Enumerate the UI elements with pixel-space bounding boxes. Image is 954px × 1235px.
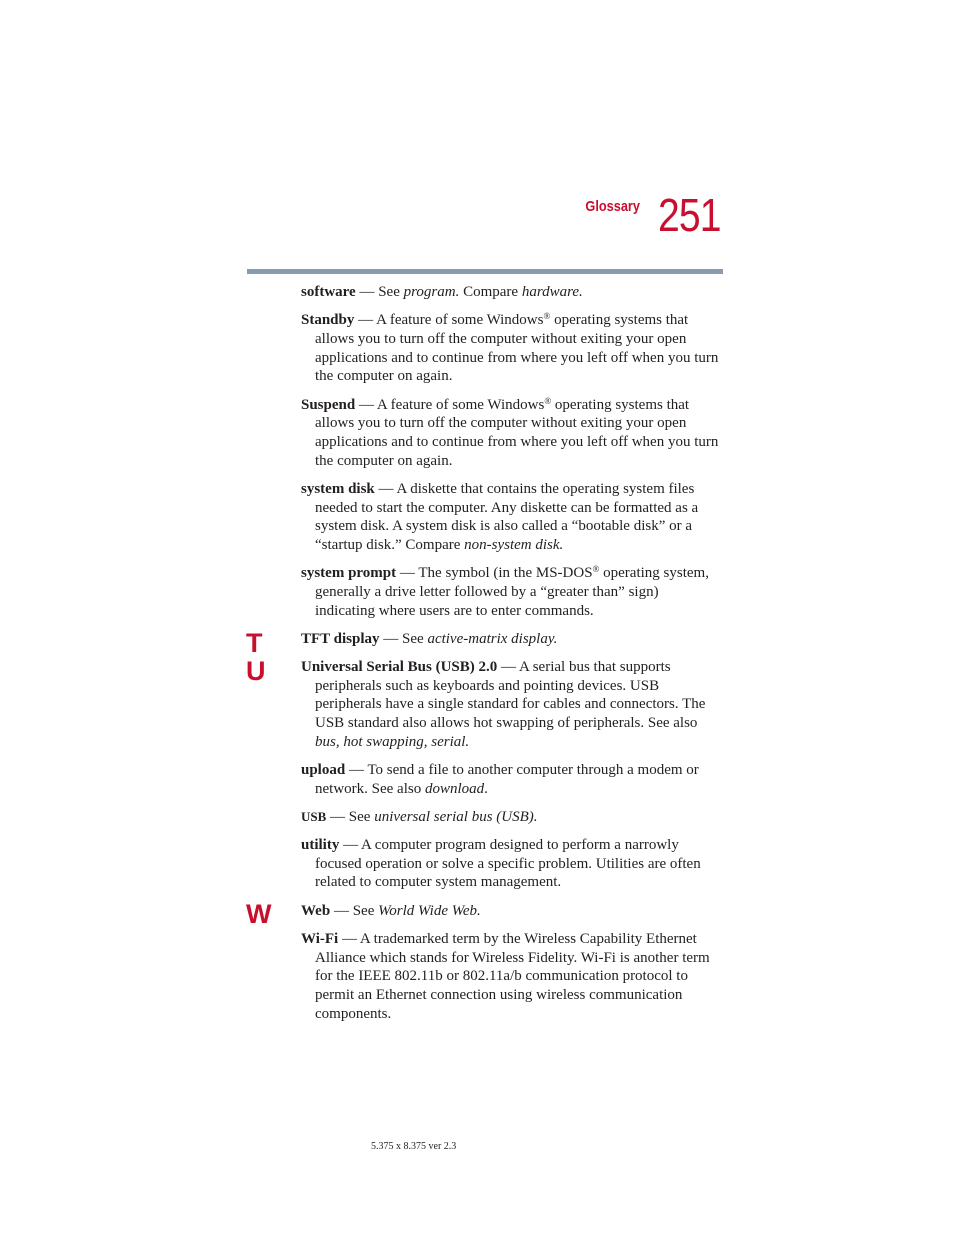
entry-reference: program. (403, 284, 460, 300)
glossary-entry-suspend (301, 396, 722, 471)
entry-definition: See (378, 284, 404, 300)
entry-separator: — (355, 284, 379, 300)
entry-reference: hardware. (521, 284, 583, 300)
entry-separator: — (396, 565, 419, 582)
entry-term: Web (301, 902, 331, 919)
entry-separator: — (379, 630, 403, 647)
entry-term: system prompt (301, 565, 397, 582)
entry-definition: . (484, 780, 488, 797)
glossary-entry-tft-display (301, 630, 722, 649)
section-title: Glossary (585, 198, 640, 215)
page-number: 251 (658, 189, 721, 241)
glossary-entry-standby (301, 311, 722, 386)
registered-mark: ® (592, 564, 600, 575)
entry-reference: universal serial bus (USB). (374, 808, 538, 825)
glossary-entry-usb (301, 808, 722, 827)
entry-term: Universal Serial Bus (USB) 2.0 (301, 658, 498, 675)
entry-separator: — (338, 930, 360, 947)
entry-reference: World Wide Web. (378, 902, 481, 919)
glossary-entry-utility (301, 836, 722, 892)
glossary-entry-web (301, 902, 722, 921)
entry-term: system disk (301, 480, 375, 497)
entry-definition: A computer program designed to perform a narrowly focused operation or solve a specific problem. Utilities are often related to computer system management. (315, 837, 701, 891)
print-spec-footer: 5.375 x 8.375 ver 2.3 (371, 1141, 457, 1152)
entry-definition: To send a file to another computer through a modem or network. See also (315, 761, 699, 797)
glossary-entry-system-disk (301, 480, 722, 555)
entry-separator: — (345, 761, 368, 778)
section-letter-u: U (246, 656, 266, 686)
entry-term: upload (301, 761, 346, 778)
glossary-entry-system-prompt (301, 564, 722, 620)
entry-definition: A feature of some Windows (376, 312, 544, 329)
entry-separator: — (374, 480, 397, 497)
entry-term: utility (301, 837, 340, 854)
entry-separator: — (326, 808, 349, 825)
entry-reference: bus, hot swapping, serial. (315, 733, 470, 750)
entry-definition: A diskette that contains the operating system files needed to start the computer. Any diskette can be formatted as a system disk. A system disk is also called a “bootable disk” or a “startup disk.” Compare (315, 480, 699, 553)
section-letter-t: T (246, 628, 263, 658)
entry-definition: operating systems that allows you to turn off the computer without exiting your open applications and to continue from where you left off when you turn the computer on again. (315, 396, 719, 469)
glossary-entry-wi-fi (301, 930, 722, 1024)
entry-definition: operating systems that allows you to turn off the computer without exiting your open applications and to continue from where you left off when you turn the computer on again. (315, 312, 719, 385)
entry-separator: — (354, 312, 377, 329)
entry-definition: A serial bus that supports peripherals such as keyboards and pointing devices. USB peripherals have a single standard for cables and connectors. The USB standard also allows hot swapping of peripherals. See also (315, 658, 706, 732)
entry-reference: non-system disk. (464, 536, 564, 553)
entry-term: software (301, 284, 356, 300)
glossary-entries (301, 283, 722, 1033)
entry-definition: A feature of some Windows (376, 396, 545, 413)
entry-separator: — (330, 902, 353, 919)
entry-definition: See (348, 808, 375, 825)
entry-definition: A trademarked term by the Wireless Capability Ethernet Alliance which stands for Wireless Fidelity. Wi-Fi is another term for the IEEE 802.11b or 802.11a/b communication protocol to permit an Ethernet connection using wireless communication components. (315, 930, 710, 1022)
entry-definition: Compare (459, 284, 522, 300)
registered-mark: ® (544, 395, 552, 406)
glossary-entry-upload (301, 761, 722, 798)
entry-definition: operating system, generally a drive letter followed by a “greater than” sign) indicating where users are to enter commands. (315, 565, 709, 619)
entry-reference: download (424, 780, 485, 797)
entry-term: Standby (301, 312, 355, 329)
glossary-entry-usb-2 (301, 658, 722, 752)
glossary-entry-software (301, 283, 722, 302)
entry-term: TFT display (301, 630, 380, 647)
entry-definition: See (352, 902, 379, 919)
entry-term: USB (301, 808, 327, 824)
entry-definition: The symbol (in the MS-DOS (418, 565, 593, 582)
entry-reference: active-matrix display. (427, 630, 558, 647)
entry-term: Wi-Fi (301, 930, 339, 947)
entry-definition: See (402, 630, 428, 647)
entry-separator: — (497, 658, 519, 675)
registered-mark: ® (543, 311, 551, 322)
entry-separator: — (339, 837, 362, 854)
entry-term: Suspend (301, 396, 356, 413)
section-letter-w: W (246, 899, 272, 929)
header-rule (247, 269, 723, 274)
entry-separator: — (355, 396, 377, 413)
